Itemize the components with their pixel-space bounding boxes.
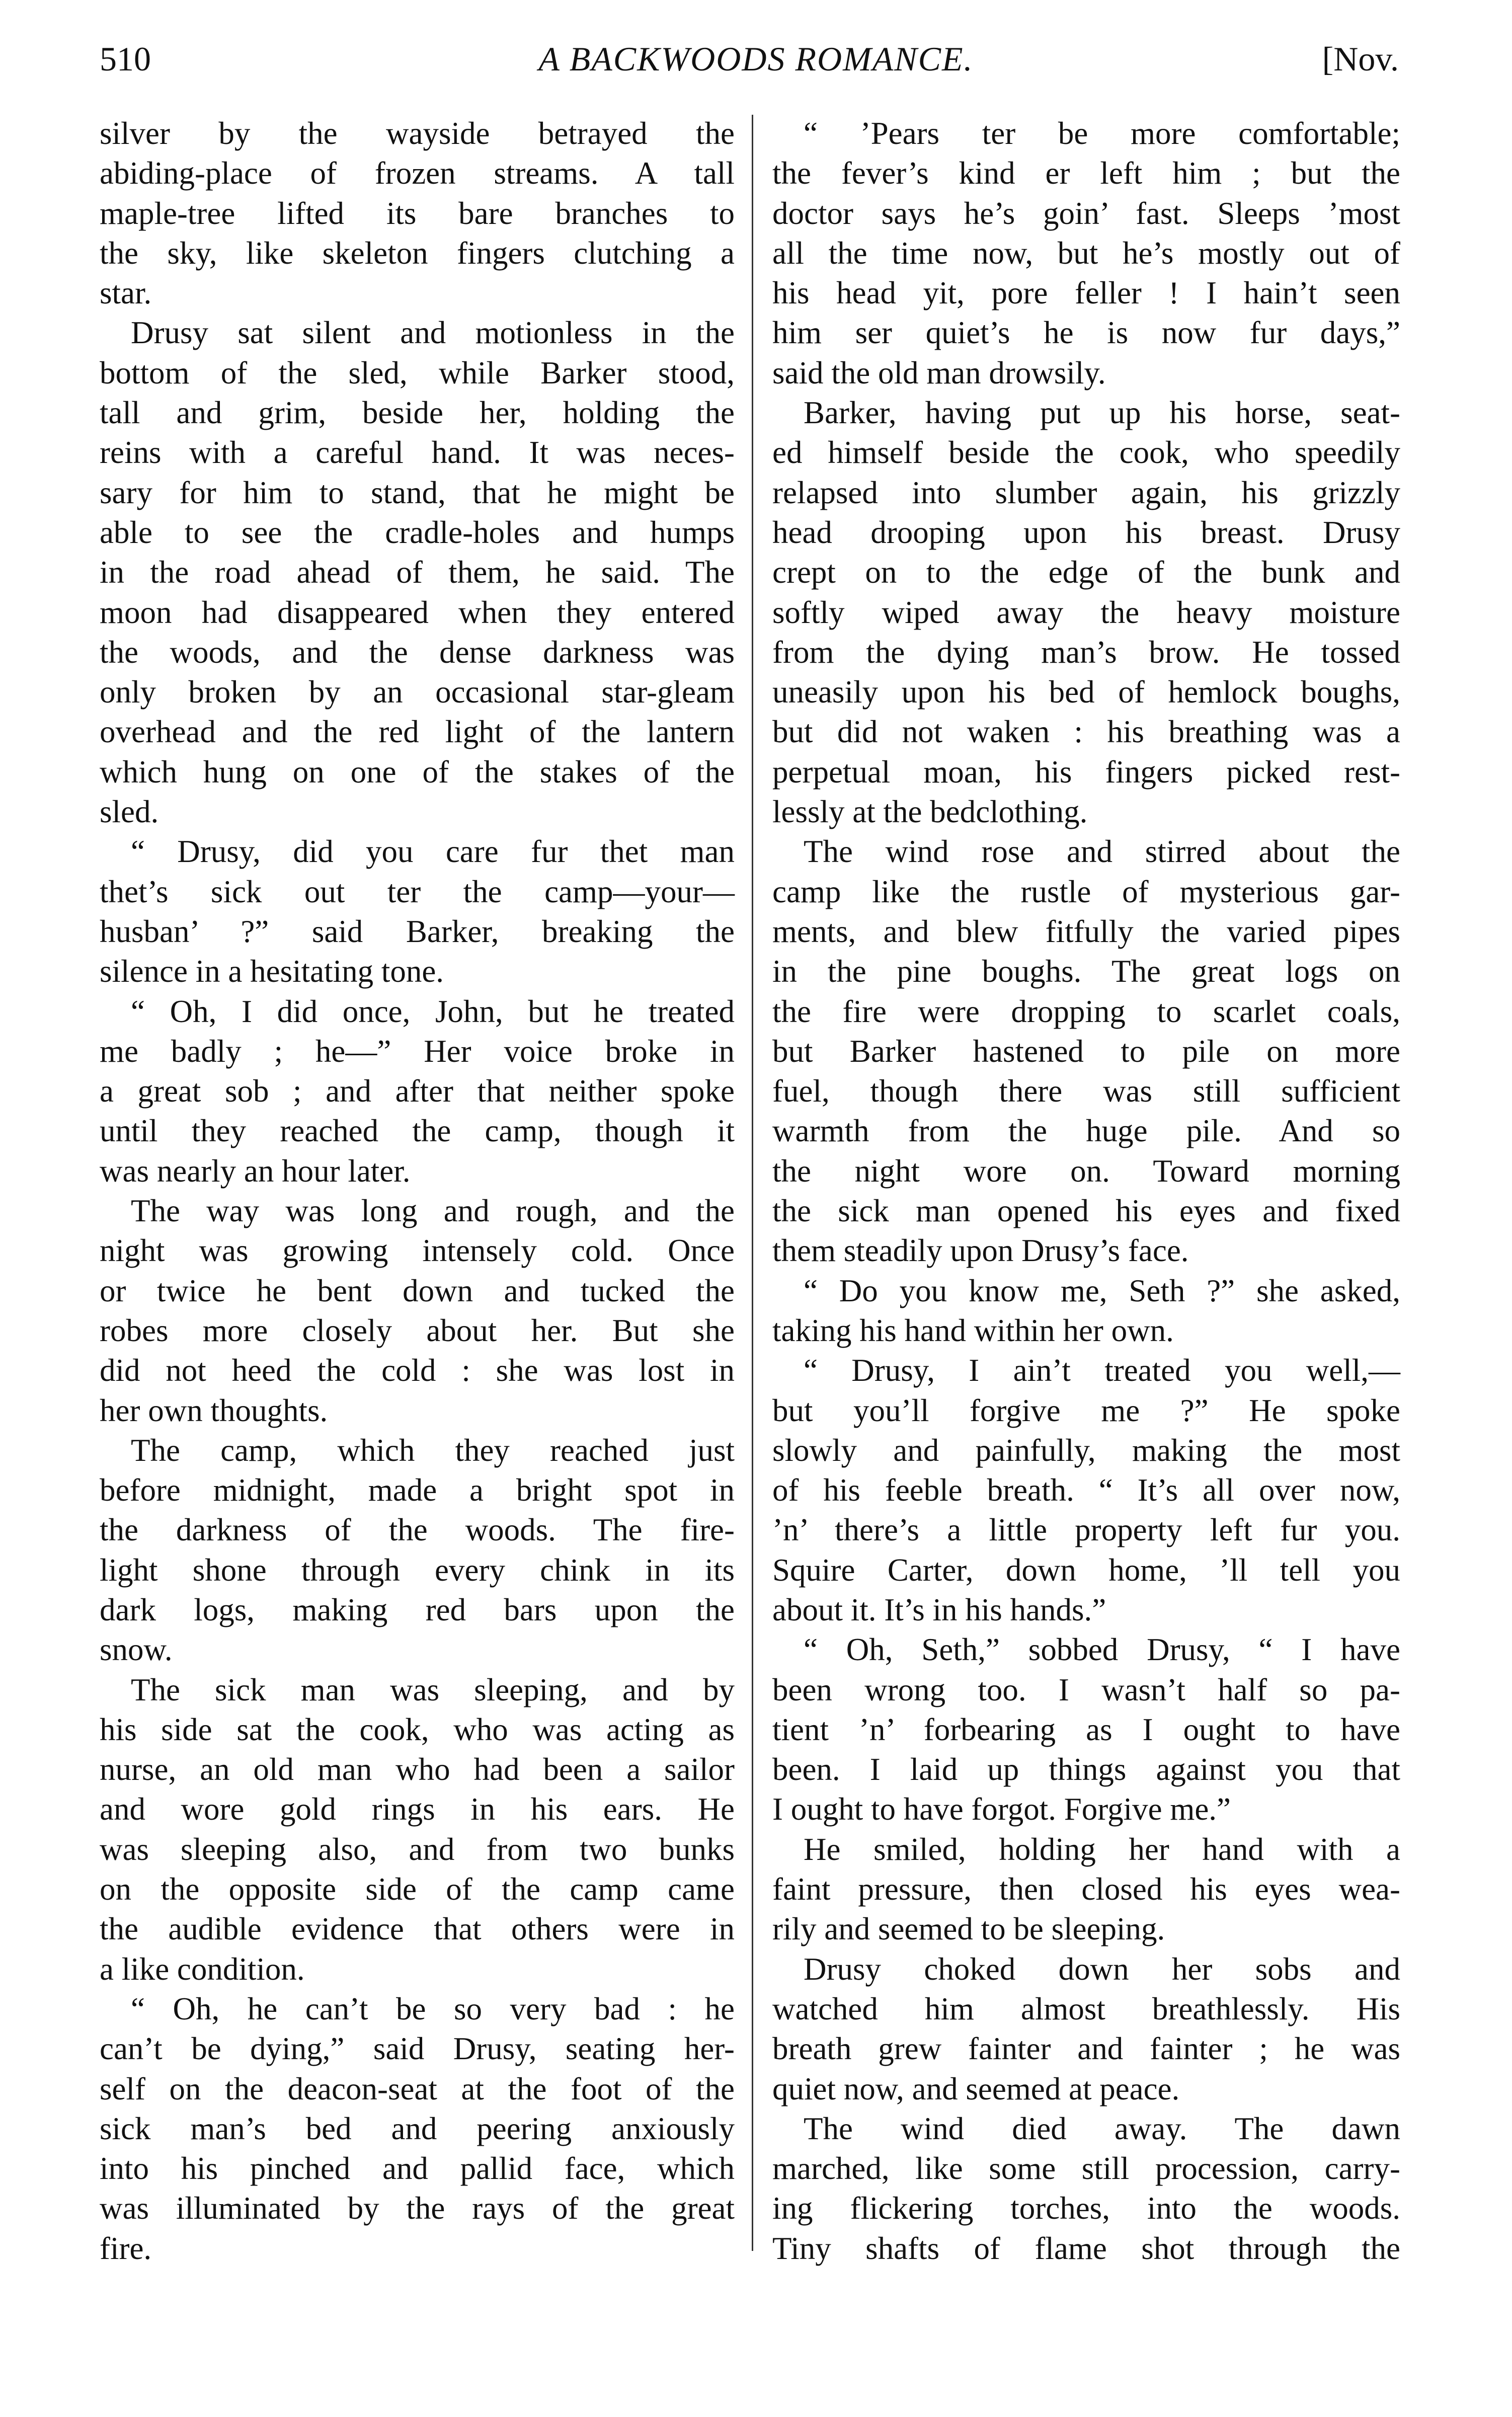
text-line: in the pine boughs. The great logs on (772, 954, 1400, 989)
text-line: snow. (100, 1632, 173, 1668)
text-line: self on the deacon-seat at the foot of the (100, 2071, 735, 2107)
text-line: sick man’s bed and peering anxiously (100, 2111, 735, 2146)
text-line: “ Oh, Seth,” sobbed Drusy, “ I have (804, 1632, 1400, 1668)
text-line: maple-tree lifted its bare branches to (100, 195, 735, 231)
text-line: “ Drusy, did you care fur thet man (131, 834, 735, 870)
text-line: lessly at the bedclothing. (772, 794, 1088, 830)
text-line: crept on to the edge of the bunk and (772, 555, 1400, 590)
text-line: marched, like some still procession, carry- (772, 2151, 1400, 2187)
text-line: “ Do you know me, Seth ?” she asked, (804, 1273, 1400, 1308)
text-line: his side sat the cook, who was acting as (100, 1711, 735, 1747)
text-line: The wind rose and stirred about the (804, 834, 1400, 870)
text-line: the fever’s kind er left him ; but the (772, 155, 1400, 191)
text-line: a great sob ; and after that neither spoke (100, 1073, 735, 1109)
text-line: robes more closely about her. But she (100, 1312, 735, 1348)
text-line: but you’ll forgive me ?” He spoke (772, 1392, 1400, 1428)
text-line: of his feeble breath. “ It’s all over now, (772, 1472, 1400, 1508)
page-number: 510 (100, 40, 151, 78)
text-line: her own thoughts. (100, 1392, 328, 1428)
text-line: the woods, and the dense darkness was (100, 634, 735, 670)
text-line: able to see the cradle-holes and humps (100, 514, 735, 550)
text-line: night was growing intensely cold. Once (100, 1233, 735, 1269)
text-line: “ Oh, he can’t be so very bad : he (131, 1991, 735, 2026)
text-line: quiet now, and seemed at peace. (772, 2071, 1180, 2107)
text-line: head drooping upon his breast. Drusy (772, 514, 1400, 550)
text-line: in the road ahead of them, he said. The (100, 555, 735, 590)
text-line: a like condition. (100, 1951, 305, 1987)
text-line: was illuminated by the rays of the great (100, 2191, 735, 2226)
text-line: silence in a hesitating tone. (100, 954, 444, 989)
text-line: ments, and blew fitfully the varied pipes (772, 913, 1400, 949)
text-line: about it. It’s in his hands.” (772, 1592, 1106, 1627)
text-line: Tiny shafts of flame shot through the (772, 2230, 1400, 2266)
text-line: I ought to have forgot. Forgive me.” (772, 1791, 1231, 1827)
text-line: only broken by an occasional star-gleam (100, 674, 735, 710)
text-line: silver by the wayside betrayed the (100, 116, 735, 151)
text-line: tient ’n’ forbearing as I ought to have (772, 1711, 1400, 1747)
text-line: the darkness of the woods. The fire- (100, 1512, 735, 1548)
text-line: Drusy choked down her sobs and (804, 1951, 1400, 1987)
text-line: his head yit, pore feller ! I hain’t seen (772, 275, 1400, 311)
text-line: star. (100, 275, 152, 311)
text-line: was sleeping also, and from two bunks (100, 1831, 735, 1867)
text-line: overhead and the red light of the lantern (100, 714, 735, 750)
text-column-left (100, 114, 735, 2269)
text-line: until they reached the camp, though it (100, 1113, 735, 1149)
text-line: been. I laid up things against you that (772, 1752, 1400, 1787)
text-column-right (772, 114, 1400, 2269)
text-line: the audible evidence that others were in (100, 1911, 735, 1947)
text-line: tall and grim, beside her, holding the (100, 395, 735, 431)
text-line: into his pinched and pallid face, which (100, 2151, 735, 2187)
text-line: husban’ ?” said Barker, breaking the (100, 913, 735, 949)
text-line: but Barker hastened to pile on more (772, 1033, 1400, 1069)
text-line: all the time now, but he’s mostly out of (772, 235, 1400, 271)
text-line: them steadily upon Drusy’s face. (772, 1233, 1189, 1269)
text-line: warmth from the huge pile. And so (772, 1113, 1400, 1149)
text-line: before midnight, made a bright spot in (100, 1472, 735, 1508)
text-line: watched him almost breathlessly. His (772, 1991, 1400, 2026)
text-line: Squire Carter, down home, ’ll tell you (772, 1552, 1400, 1588)
text-line: Barker, having put up his horse, seat- (804, 395, 1400, 431)
text-line: and wore gold rings in his ears. He (100, 1791, 735, 1827)
text-line: The way was long and rough, and the (131, 1193, 735, 1229)
text-line: camp like the rustle of mysterious gar- (772, 874, 1400, 909)
text-line: breath grew fainter and fainter ; he was (772, 2031, 1400, 2067)
text-line: The sick man was sleeping, and by (131, 1672, 735, 1707)
text-line: fire. (100, 2230, 152, 2266)
text-line: faint pressure, then closed his eyes wea- (772, 1872, 1400, 1907)
text-line: “ Drusy, I ain’t treated you well,— (804, 1353, 1400, 1388)
text-line: been wrong too. I wasn’t half so pa- (772, 1672, 1400, 1707)
text-line: ’n’ there’s a little property left fur you. (772, 1512, 1400, 1548)
text-line: He smiled, holding her hand with a (804, 1831, 1400, 1867)
text-line: thet’s sick out ter the camp—your— (100, 874, 735, 909)
text-line: relapsed into slumber again, his grizzly (772, 475, 1400, 510)
text-line: sary for him to stand, that he might be (100, 475, 735, 510)
text-line: on the opposite side of the camp came (100, 1872, 735, 1907)
text-line: slowly and painfully, making the most (772, 1432, 1400, 1468)
text-line: bottom of the sled, while Barker stood, (100, 355, 735, 391)
text-line: can’t be dying,” said Drusy, seating her- (100, 2031, 735, 2067)
text-line: me badly ; he—” Her voice broke in (100, 1033, 735, 1069)
text-line: ing flickering torches, into the woods. (772, 2191, 1400, 2226)
text-line: rily and seemed to be sleeping. (772, 1911, 1165, 1947)
text-line: moon had disappeared when they entered (100, 594, 735, 630)
text-line: “ ’Pears ter be more comfortable; (804, 116, 1400, 151)
text-line: the sick man opened his eyes and fixed (772, 1193, 1400, 1229)
text-line: the night wore on. Toward morning (772, 1153, 1400, 1189)
text-line: was nearly an hour later. (100, 1153, 411, 1189)
text-line: or twice he bent down and tucked the (100, 1273, 735, 1308)
text-line: sled. (100, 794, 159, 830)
text-line: “ Oh, I did once, John, but he treated (131, 993, 735, 1029)
text-line: the sky, like skeleton fingers clutching a (100, 235, 735, 271)
text-line: but did not waken : his breathing was a (772, 714, 1400, 750)
text-line: uneasily upon his bed of hemlock boughs, (772, 674, 1400, 710)
text-line: light shone through every chink in its (100, 1552, 735, 1588)
column-divider (752, 115, 753, 2251)
text-line: taking his hand within her own. (772, 1312, 1174, 1348)
text-line: reins with a careful hand. It was neces- (100, 435, 735, 471)
text-line: which hung on one of the stakes of the (100, 754, 735, 790)
text-line: from the dying man’s brow. He tossed (772, 634, 1400, 670)
text-line: the fire were dropping to scarlet coals, (772, 993, 1400, 1029)
running-title: A BACKWOODS ROMANCE. (538, 40, 974, 78)
text-line: doctor says he’s goin’ fast. Sleeps ’most (772, 195, 1400, 231)
text-line: said the old man drowsily. (772, 355, 1106, 391)
text-line: fuel, though there was still sufficient (772, 1073, 1400, 1109)
text-line: dark logs, making red bars upon the (100, 1592, 735, 1627)
text-line: ed himself beside the cook, who speedily (772, 435, 1400, 471)
text-line: perpetual moan, his fingers picked rest- (772, 754, 1400, 790)
text-line: him ser quiet’s he is now fur days,” (772, 315, 1400, 351)
text-line: Drusy sat silent and motionless in the (131, 315, 735, 351)
issue-month: [Nov. (1322, 40, 1399, 78)
text-line: softly wiped away the heavy moisture (772, 594, 1400, 630)
text-line: abiding-place of frozen streams. A tall (100, 155, 735, 191)
text-line: did not heed the cold : she was lost in (100, 1353, 735, 1388)
text-line: The wind died away. The dawn (804, 2111, 1400, 2146)
text-line: nurse, an old man who had been a sailor (100, 1752, 735, 1787)
text-line: The camp, which they reached just (131, 1432, 735, 1468)
